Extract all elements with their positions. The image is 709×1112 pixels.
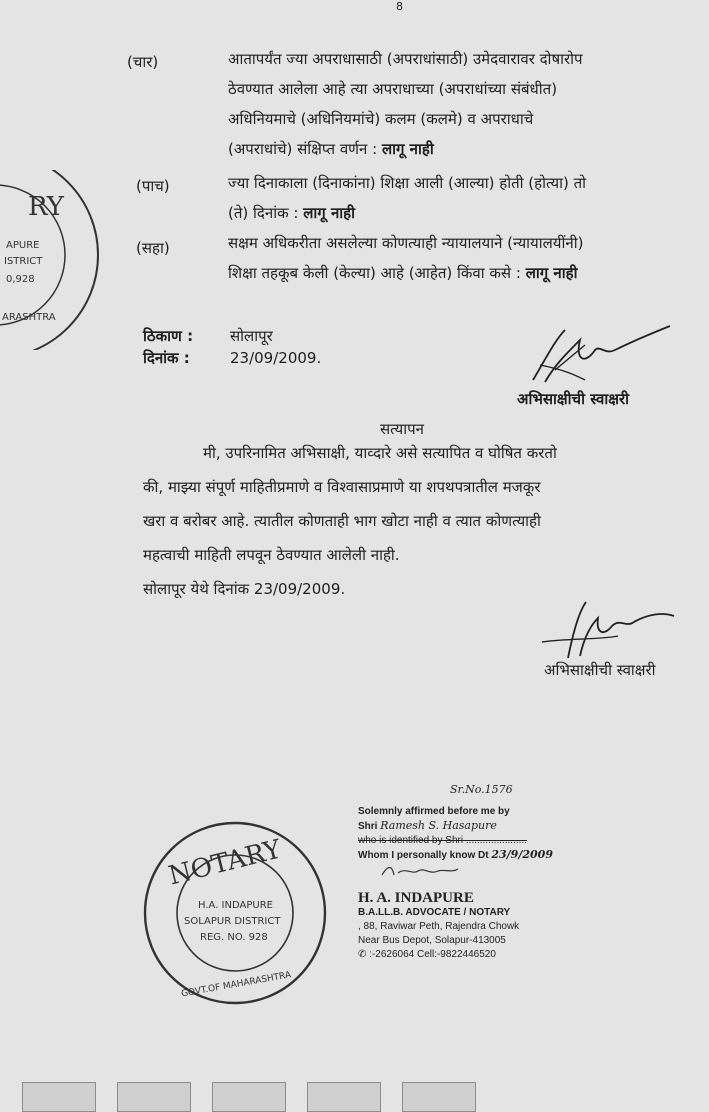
serial-number: Sr.No.1576 [450,783,513,796]
stamp [402,1082,476,1112]
notary-title: B.A.LL.B. ADVOCATE / NOTARY [358,907,511,918]
item-line: (ते) दिनांक : लागू नाही [228,204,356,222]
item-line: ठेवण्यात आलेला आहे त्या अपराधाच्या (अपराधांच्या संबंधीत) [228,80,558,98]
item-text-5 [228,168,683,228]
place-date-block [143,325,321,369]
verification-text [143,436,688,606]
item-line: अधिनियमाचे (अधिनियमांचे) कलम (कलमे) व अपराधाचे [228,110,534,128]
verification-line: खरा व बरोबर आहे. त्यातील कोणताही भाग खोटा नाही व त्यात कोणत्याही [143,512,541,530]
personally-known-line: Whom I personally know Dt 23/9/2009 [358,848,553,861]
item-line: सक्षम अधिकरीता असलेल्या कोणत्याही न्यायालयाने (न्यायालयींनी) [228,234,584,252]
deponent-name: Ramesh S. Hasapure [380,819,497,832]
item-label-6: (सहा) [136,239,170,257]
item-text-4 [228,44,683,164]
stamp [212,1082,286,1112]
notary-phone: ✆ :-2626064 Cell:-9822446520 [358,949,496,960]
seal-text: ISTRICT [4,256,43,267]
date-value: 23/09/2009. [230,349,322,367]
stamp [117,1082,191,1112]
seal-text: RY [28,192,64,222]
seal-text: GOVT.OF MAHARASHTRA [180,970,292,1000]
left-notary-seal-fragment [0,170,110,350]
item-answer: लागू नाही [381,140,434,158]
deponent-signature-2 [538,598,678,662]
deponent-signature-1 [525,320,675,390]
seal-text: APURE [6,240,40,251]
signature-caption: अभिसाक्षीची स्वाक्षरी [517,390,630,408]
verification-line: की, माझ्या संपूर्ण माहितीप्रमाणे व विश्वासाप्रमाणे या शपथपत्रातील मजकूर [143,478,541,496]
stamp [307,1082,381,1112]
page-number: 8 [396,0,403,13]
item-text-6 [228,228,683,288]
seal-text: NOTARY [165,834,285,892]
seal-text: ARASHTRA [2,312,56,323]
notary-address-1: , 88, Raviwar Peth, Rajendra Chowk [358,921,520,932]
verification-line: महत्वाची माहिती लपवून ठेवण्यात आलेली नाही. [143,546,400,564]
notary-attestation [358,783,648,962]
notary-initials [378,863,478,879]
item-line: शिक्षा तहकूब केली (केल्या) आहे (आहेत) किंवा कसे : लागू नाही [228,264,578,282]
affirmed-line: Solemnly affirmed before me by [358,806,510,817]
date-label: दिनांक : [143,349,190,367]
revenue-stamps [22,1082,522,1110]
notary-name: H. A. INDAPURE [358,890,474,906]
seal-text: REG. NO. 928 [200,932,268,943]
seal-text: H.A. INDAPURE [198,900,273,911]
item-line: आतापर्यंत ज्या अपराधासाठी (अपराधांसाठी) उमेदवारावर दोषारोप [228,50,583,68]
date-row [143,347,321,369]
item-line: ज्या दिनाकाला (दिनाकांना) शिक्षा आली (आल्या) होती (होत्या) तो [228,174,587,192]
verification-place-date: सोलापूर येथे दिनांक 23/09/2009. [143,580,346,598]
place-label: ठिकाण : [143,327,194,345]
seal-text: 0,928 [6,274,35,285]
notary-address-2: Near Bus Depot, Solapur-413005 [358,935,506,946]
verification-line: मी, उपरिनामित अभिसाक्षी, याव्दारे असे सत्यापित व घोषित करतो [203,444,557,462]
place-value: सोलापूर [230,327,273,345]
shri-line: Shri Ramesh S. Hasapure [358,819,497,832]
item-answer: लागू नाही [303,204,356,222]
stamp [22,1082,96,1112]
place-row [143,325,321,347]
identified-line: who is identified by Shri ...................... [358,835,527,846]
notary-seal [140,818,330,1008]
item-line: (अपराधांचे) संक्षिप्त वर्णन : लागू नाही [228,140,434,158]
item-label-5: (पाच) [136,177,170,195]
verification-heading: सत्यापन [380,420,424,438]
signature-caption: अभिसाक्षीची स्वाक्षरी [544,661,656,679]
item-label-4: (चार) [127,53,159,71]
item-answer: लागू नाही [525,264,578,282]
seal-text: SOLAPUR DISTRICT [184,916,281,927]
